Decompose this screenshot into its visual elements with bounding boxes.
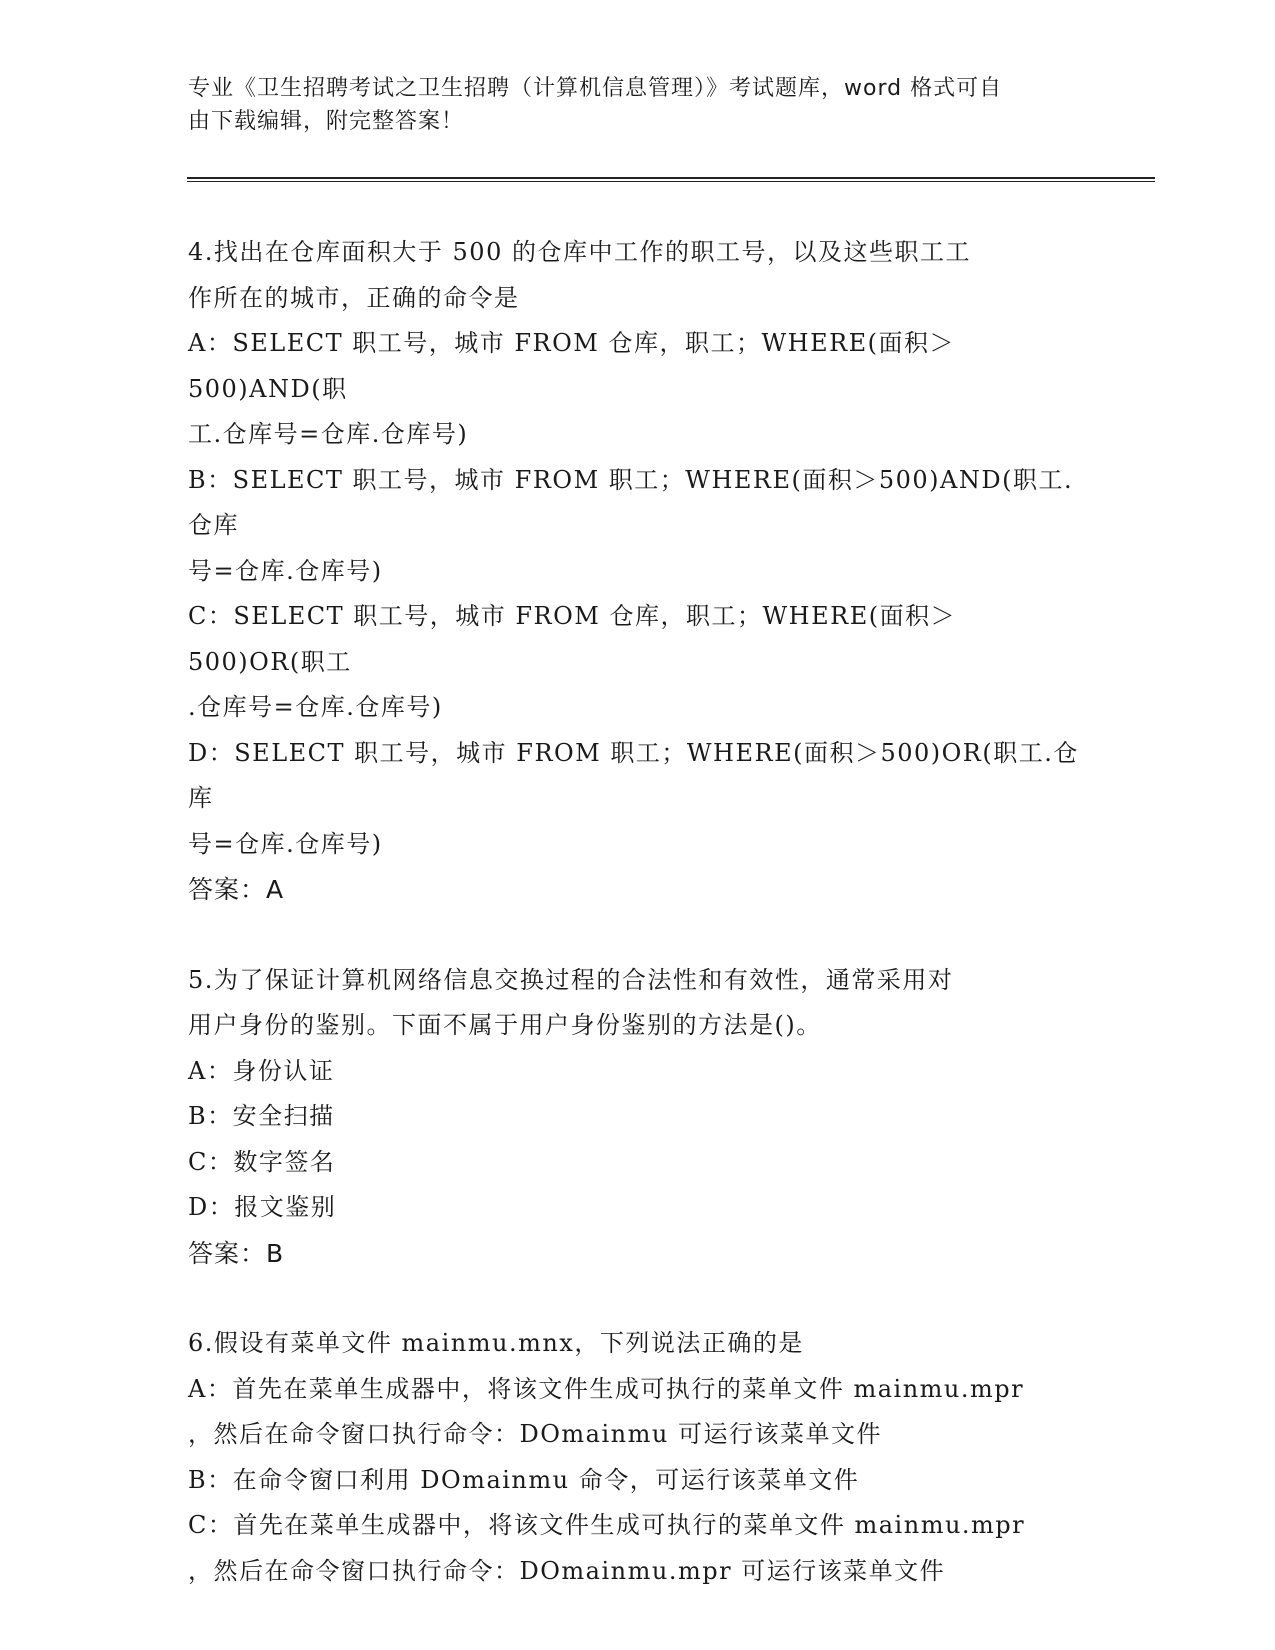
option-c-line: ，然后在命令窗口执行命令：DOmainmu.mpr 可运行该菜单文件 [188,1556,946,1585]
option-d-line: D：报文鉴别 [188,1193,337,1221]
option-b-line: B：安全扫描 [188,1102,335,1130]
question-text-line: 用户身份的鉴别。下面不属于用户身份鉴别的方法是()。 [188,1011,822,1039]
option-a-line: A：首先在菜单生成器中，将该文件生成可执行的菜单文件 mainmu.mpr [188,1374,1025,1403]
option-a-line: ，然后在命令窗口执行命令：DOmainmu 可运行该菜单文件 [188,1420,882,1448]
option-d-line: 号=仓库.仓库号) [188,829,383,858]
option-b-line: B：SELECT 职工号，城市 FROM 职工；WHERE(面积＞500)AND(职工.仓库 [188,465,1074,539]
header-line-1: 专业《卫生招聘考试之卫生招聘（计算机信息管理）》考试题库，word 格式可自 [188,76,1003,101]
option-d-line: D：SELECT 职工号，城市 FROM 职工；WHERE(面积＞500)OR(职工.仓库 [188,738,1079,812]
document-body [188,230,1088,1594]
header-line-2: 由下载编辑，附完整答案！ [188,109,465,134]
question-text-line: 6.假设有菜单文件 mainmu.mnx，下列说法正确的是 [188,1329,804,1357]
option-a-line: A：身份认证 [188,1056,335,1085]
header-double-rule [187,177,1155,182]
option-c-line: C：SELECT 职工号，城市 FROM 仓库，职工；WHERE(面积＞500)OR(职工 [188,602,957,676]
question-6 [188,1321,1088,1594]
option-c-line: C：数字签名 [188,1147,336,1176]
option-a-line: A：SELECT 职工号，城市 FROM 仓库，职工；WHERE(面积＞500)AND(职 [188,329,956,403]
option-c-line: .仓库号=仓库.仓库号) [188,693,443,721]
question-text-line: 4.找出在仓库面积大于 500 的仓库中工作的职工号，以及这些职工工 [188,238,971,266]
question-4 [188,230,1088,913]
option-b-line: B：在命令窗口利用 DOmainmu 命令，可运行该菜单文件 [188,1465,860,1494]
document-header [188,72,1088,138]
question-text-line: 作所在的城市，正确的命令是 [188,283,520,312]
option-c-line: C：首先在菜单生成器中，将该文件生成可执行的菜单文件 mainmu.mpr [188,1511,1026,1539]
question-text-line: 5.为了保证计算机网络信息交换过程的合法性和有效性，通常采用对 [188,965,954,994]
option-b-line: 号=仓库.仓库号) [188,556,383,585]
question-5 [188,958,1088,1277]
answer-label: 答案：B [188,1238,285,1268]
option-a-line: 工.仓库号=仓库.仓库号) [188,420,469,448]
answer-label: 答案：A [188,875,285,904]
